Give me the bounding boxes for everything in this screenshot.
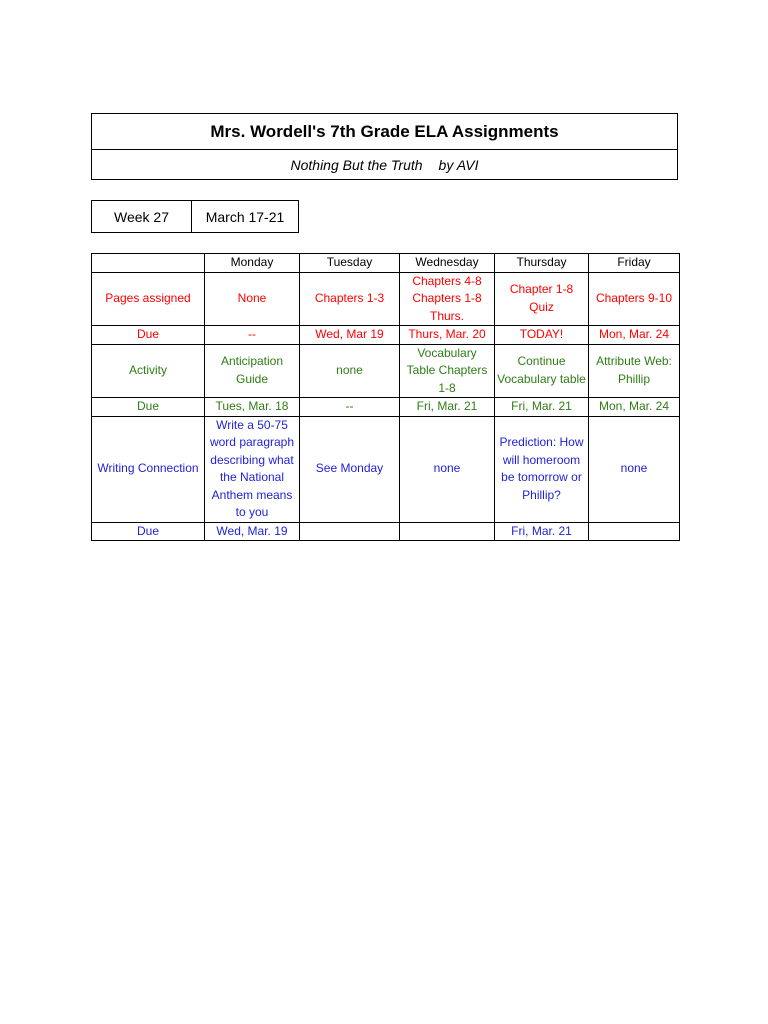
- table-row: [92, 326, 680, 345]
- table-cell: Chapters 9-10: [589, 272, 680, 326]
- table-row: [92, 398, 680, 417]
- table-cell: Mon, Mar. 24: [589, 398, 680, 417]
- table-cell: Chapters 4-8 Chapters 1-8 Thurs.: [400, 272, 495, 326]
- table-cell: Mon, Mar. 24: [589, 326, 680, 345]
- table-cell: Fri, Mar. 21: [495, 522, 589, 541]
- table-cell: Write a 50-75 word paragraph describing what the National Anthem means to you: [205, 416, 300, 522]
- table-cell: Prediction: How will homeroom be tomorrow or Phillip?: [495, 416, 589, 522]
- table-cell: Fri, Mar. 21: [495, 398, 589, 417]
- book-title: Nothing But the Truth: [290, 157, 423, 173]
- table-cell: [589, 522, 680, 541]
- row-label: Due: [92, 522, 205, 541]
- table-row: [92, 522, 680, 541]
- table-cell: none: [400, 416, 495, 522]
- day-header-thursday: Thursday: [495, 254, 589, 273]
- table-cell: --: [300, 398, 400, 417]
- table-cell: Vocabulary Table Chapters 1-8: [400, 344, 495, 398]
- schedule-table: [91, 253, 680, 541]
- row-label: Activity: [92, 344, 205, 398]
- table-cell: TODAY!: [495, 326, 589, 345]
- row-label: Due: [92, 326, 205, 345]
- week-number: Week 27: [92, 201, 192, 232]
- row-label: Writing Connection: [92, 416, 205, 522]
- table-cell: Wed, Mar 19: [300, 326, 400, 345]
- header-corner-cell: [92, 254, 205, 273]
- row-label: Pages assigned: [92, 272, 205, 326]
- page-title: Mrs. Wordell's 7th Grade ELA Assignments: [92, 114, 677, 150]
- row-label: Due: [92, 398, 205, 417]
- table-header-row: [92, 254, 680, 273]
- table-cell: [400, 522, 495, 541]
- table-cell: none: [589, 416, 680, 522]
- day-header-wednesday: Wednesday: [400, 254, 495, 273]
- book-subtitle: [92, 150, 677, 180]
- table-row: [92, 344, 680, 398]
- day-header-tuesday: Tuesday: [300, 254, 400, 273]
- table-cell: Tues, Mar. 18: [205, 398, 300, 417]
- assignment-header: [91, 113, 678, 180]
- week-info: [91, 200, 299, 233]
- table-cell: None: [205, 272, 300, 326]
- table-row: [92, 416, 680, 522]
- book-author: by AVI: [438, 157, 479, 173]
- table-row: [92, 272, 680, 326]
- table-cell: Wed, Mar. 19: [205, 522, 300, 541]
- table-cell: Chapters 1-3: [300, 272, 400, 326]
- week-dates: March 17-21: [205, 208, 285, 225]
- day-header-friday: Friday: [589, 254, 680, 273]
- table-cell: none: [300, 344, 400, 398]
- table-cell: Anticipation Guide: [205, 344, 300, 398]
- table-cell: See Monday: [300, 416, 400, 522]
- table-cell: Continue Vocabulary table: [495, 344, 589, 398]
- table-cell: [300, 522, 400, 541]
- day-header-monday: Monday: [205, 254, 300, 273]
- table-cell: --: [205, 326, 300, 345]
- table-cell: Attribute Web: Phillip: [589, 344, 680, 398]
- table-cell: Chapter 1-8 Quiz: [495, 272, 589, 326]
- table-cell: Thurs, Mar. 20: [400, 326, 495, 345]
- table-cell: Fri, Mar. 21: [400, 398, 495, 417]
